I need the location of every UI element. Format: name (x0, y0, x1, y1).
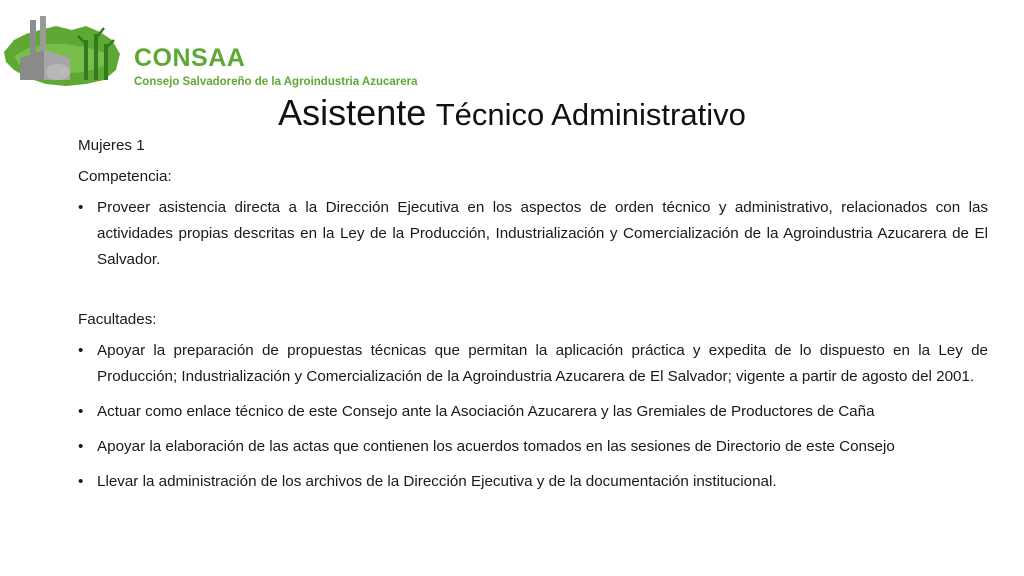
slide-content (78, 133, 988, 504)
page-title (0, 92, 1024, 134)
facultades-item-3: • Apoyar la elaboración de las actas que contienen los acuerdos tomados en las sesiones de Directorio de este Consejo (78, 434, 988, 460)
logo-subtitle: Consejo Salvadoreño de la Agroindustria Azucarera (134, 76, 418, 88)
facultades-item-2: • Actuar como enlace técnico de este Consejo ante la Asociación Azucarera y las Gremiales de Productores de Caña (78, 399, 988, 425)
consaa-logo (0, 14, 440, 94)
el-salvador-map-sugar-mill-icon (0, 14, 130, 94)
facultades-list (78, 338, 988, 495)
competencia-label: Competencia: (78, 168, 172, 185)
women-count: Mujeres 1 (78, 137, 145, 154)
logo-name: CONSAA (134, 44, 246, 72)
facultades-label: Facultades: (78, 311, 157, 328)
title-part-2: Técnico Administrativo (435, 97, 746, 132)
competencia-list (78, 195, 988, 273)
facultades-item-4: • Llevar la administración de los archivos de la Dirección Ejecutiva y de la documentación institucional. (78, 469, 988, 495)
competencia-item-1: • Proveer asistencia directa a la Dirección Ejecutiva en los aspectos de orden técnico y administrativo, relacionados con las actividades propias descritas en la Ley de la Producción, Industrialización y Comercialización de la Agroindustria Azucarera de El Salvador. (78, 195, 988, 273)
facultades-item-1: • Apoyar la preparación de propuestas técnicas que permitan la aplicación práctica y expedita de lo dispuesto en la Ley de Producción; Industrialización y Comercialización de la Agroindustria Azucarera de El Salvador; vigente a partir de agosto del 2001. (78, 338, 988, 390)
title-part-1: Asistente (278, 92, 427, 133)
